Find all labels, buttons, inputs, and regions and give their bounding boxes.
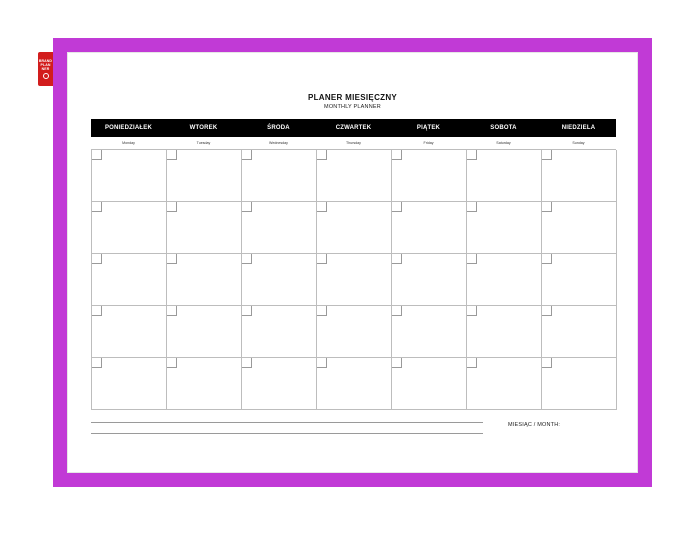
weekday-pl: SOBOTA — [490, 125, 517, 131]
day-cell[interactable] — [167, 202, 242, 254]
weekday-pl: PONIEDZIAŁEK — [104, 125, 153, 131]
day-cell[interactable] — [92, 254, 167, 306]
day-cell[interactable] — [542, 202, 617, 254]
date-number-box[interactable] — [167, 306, 177, 316]
day-cell[interactable] — [167, 150, 242, 202]
date-number-box[interactable] — [167, 254, 177, 264]
brand-logo-icon — [43, 73, 49, 79]
date-number-box[interactable] — [467, 150, 477, 160]
date-number-box[interactable] — [392, 202, 402, 212]
day-cell[interactable] — [242, 306, 317, 358]
day-cell[interactable] — [392, 150, 467, 202]
weekday-pl: NIEDZIELA — [561, 125, 596, 131]
weekday-en: Sunday — [572, 141, 585, 145]
date-number-box[interactable] — [467, 358, 477, 368]
weekday-en: Wednesday — [269, 141, 288, 145]
day-cell[interactable] — [242, 358, 317, 410]
weekday-pl: PIĄTEK — [416, 125, 441, 131]
day-cell[interactable] — [317, 150, 392, 202]
date-number-box[interactable] — [92, 150, 102, 160]
weekday-en: Monday — [122, 141, 135, 145]
date-number-box[interactable] — [542, 254, 552, 264]
day-cell[interactable] — [467, 358, 542, 410]
date-number-box[interactable] — [317, 202, 327, 212]
brand-tag-text: BRAND PLAN NER — [38, 59, 53, 71]
date-number-box[interactable] — [317, 306, 327, 316]
day-cell[interactable] — [467, 150, 542, 202]
brand-tag — [38, 52, 53, 86]
date-number-box[interactable] — [542, 358, 552, 368]
day-cell[interactable] — [467, 254, 542, 306]
weekday-en: Friday — [423, 141, 434, 145]
whiteboard-surface[interactable] — [67, 52, 638, 473]
day-cell[interactable] — [92, 306, 167, 358]
date-number-box[interactable] — [92, 202, 102, 212]
date-number-box[interactable] — [317, 150, 327, 160]
date-number-box[interactable] — [392, 306, 402, 316]
date-number-box[interactable] — [542, 306, 552, 316]
weekday-pl: CZWARTEK — [335, 125, 372, 131]
day-cell[interactable] — [317, 306, 392, 358]
date-number-box[interactable] — [542, 202, 552, 212]
day-cell[interactable] — [317, 358, 392, 410]
date-number-box[interactable] — [467, 202, 477, 212]
day-cell[interactable] — [542, 254, 617, 306]
day-cell[interactable] — [242, 150, 317, 202]
day-cell[interactable] — [242, 202, 317, 254]
date-number-box[interactable] — [317, 254, 327, 264]
day-cell[interactable] — [167, 306, 242, 358]
day-cell[interactable] — [167, 254, 242, 306]
day-cell[interactable] — [542, 358, 617, 410]
weekday-header — [91, 119, 616, 137]
date-number-box[interactable] — [392, 254, 402, 264]
day-cell[interactable] — [92, 358, 167, 410]
weekday-pl: WTOREK — [189, 125, 218, 131]
calendar-days — [91, 149, 616, 410]
weekday-pl: ŚRODA — [267, 125, 290, 131]
date-number-box[interactable] — [242, 358, 252, 368]
day-cell[interactable] — [317, 254, 392, 306]
date-number-box[interactable] — [92, 254, 102, 264]
day-cell[interactable] — [392, 254, 467, 306]
whiteboard-frame — [53, 38, 652, 487]
day-cell[interactable] — [392, 202, 467, 254]
date-number-box[interactable] — [242, 254, 252, 264]
date-number-box[interactable] — [167, 150, 177, 160]
planner-title: PLANER MIESIĘCZNY — [307, 93, 398, 102]
day-cell[interactable] — [167, 358, 242, 410]
day-cell[interactable] — [542, 306, 617, 358]
planner-subtitle: MONTHLY PLANNER — [324, 104, 381, 110]
day-cell[interactable] — [467, 306, 542, 358]
day-cell[interactable] — [467, 202, 542, 254]
weekday-en: Thursday — [346, 141, 361, 145]
day-cell[interactable] — [542, 150, 617, 202]
date-number-box[interactable] — [317, 358, 327, 368]
date-number-box[interactable] — [242, 306, 252, 316]
date-number-box[interactable] — [92, 306, 102, 316]
date-number-box[interactable] — [167, 202, 177, 212]
notes-line — [91, 433, 483, 434]
weekday-english-row — [91, 137, 616, 149]
month-label: MIESIĄC / MONTH: — [508, 422, 561, 428]
day-cell[interactable] — [92, 202, 167, 254]
day-cell[interactable] — [242, 254, 317, 306]
date-number-box[interactable] — [167, 358, 177, 368]
date-number-box[interactable] — [242, 150, 252, 160]
date-number-box[interactable] — [92, 358, 102, 368]
date-number-box[interactable] — [392, 150, 402, 160]
date-number-box[interactable] — [542, 150, 552, 160]
day-cell[interactable] — [392, 306, 467, 358]
date-number-box[interactable] — [242, 202, 252, 212]
weekday-en: Tuesday — [196, 141, 211, 145]
date-number-box[interactable] — [467, 306, 477, 316]
notes-line — [91, 422, 483, 423]
day-cell[interactable] — [92, 150, 167, 202]
date-number-box[interactable] — [392, 358, 402, 368]
calendar-grid — [91, 119, 616, 410]
weekday-en: Saturday — [496, 141, 511, 145]
date-number-box[interactable] — [467, 254, 477, 264]
day-cell[interactable] — [392, 358, 467, 410]
day-cell[interactable] — [317, 202, 392, 254]
